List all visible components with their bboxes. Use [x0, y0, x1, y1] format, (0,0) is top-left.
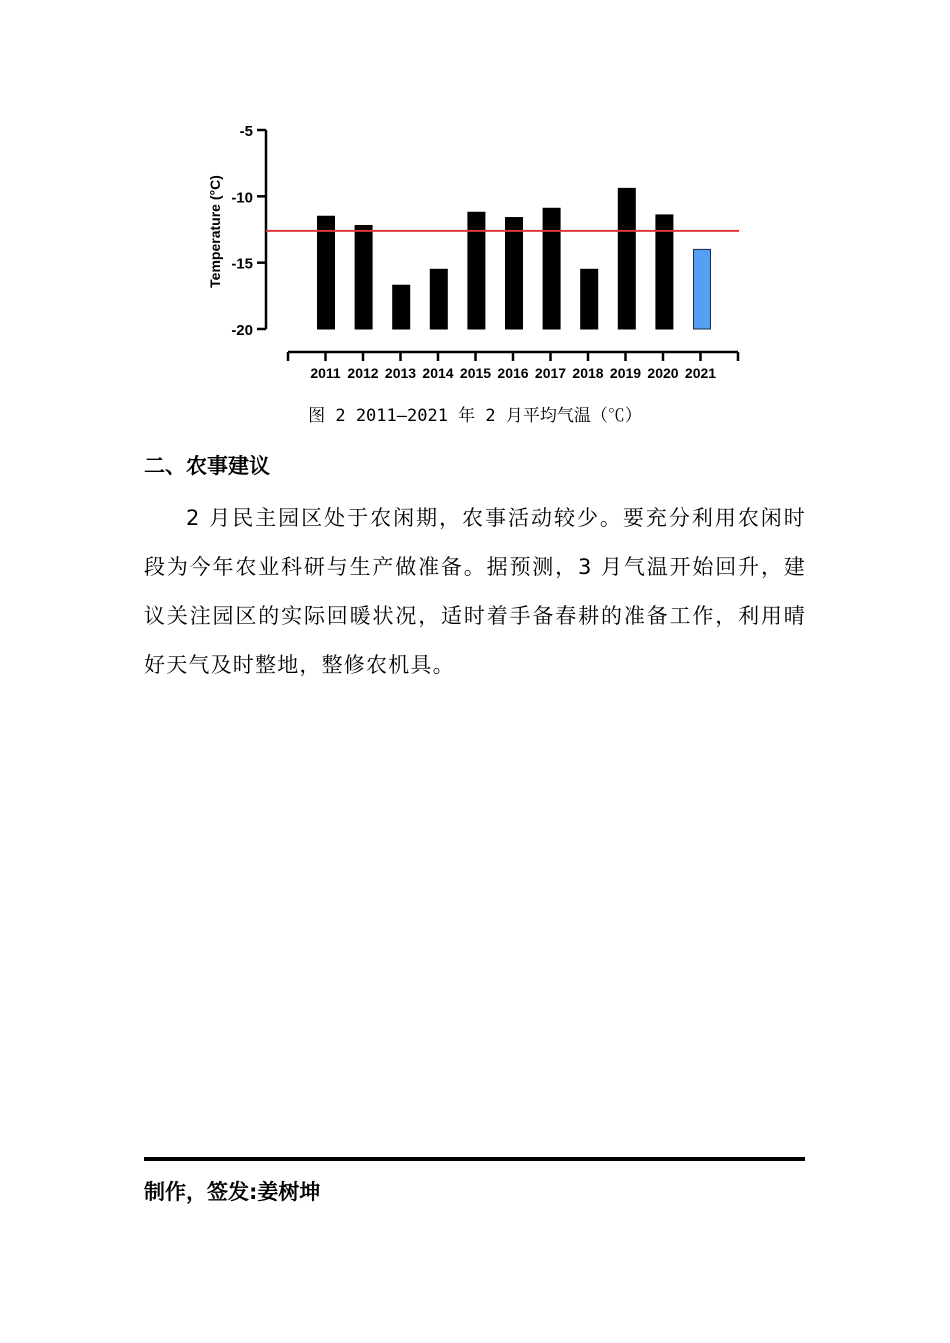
svg-text:2019: 2019 — [609, 365, 642, 381]
bar-2021 — [694, 249, 711, 329]
section-heading: 二、农事建议 — [144, 454, 270, 478]
svg-text:2013: 2013 — [384, 365, 417, 381]
bar-2020 — [656, 215, 673, 329]
svg-text:2015: 2015 — [459, 365, 492, 381]
svg-text:2016: 2016 — [497, 365, 529, 381]
chart-canvas — [190, 110, 760, 390]
body-paragraph: 2 月民主园区处于农闲期，农事活动较少。要充分利用农闲时段为今年农业科研与生产做准备。据预测，3 月气温开始回升，建议关注园区的实际回暖状况，适时着手备春耕的准备工作，利用晴好天气及时整地，整修农机具。 — [144, 506, 806, 677]
bar-2012 — [355, 226, 372, 329]
svg-text:-20: -20 — [231, 322, 253, 339]
svg-text:2014: 2014 — [422, 365, 454, 381]
temperature-bar-chart — [190, 110, 760, 390]
bar-2018 — [581, 269, 598, 329]
svg-text:-10: -10 — [231, 189, 253, 207]
footer-divider — [144, 1157, 805, 1161]
svg-text:2018: 2018 — [572, 365, 604, 381]
svg-text:2017: 2017 — [534, 365, 567, 381]
svg-text:Temperature (°C): Temperature (°C) — [207, 175, 223, 288]
svg-text:2011: 2011 — [310, 365, 341, 381]
svg-text:2020: 2020 — [647, 365, 679, 381]
bar-2011 — [318, 216, 335, 329]
svg-text:2021: 2021 — [684, 365, 717, 381]
bar-2013 — [393, 285, 410, 329]
svg-text:2012: 2012 — [347, 365, 379, 381]
bar-2017 — [543, 208, 560, 329]
bar-2014 — [430, 269, 447, 329]
svg-text:-5: -5 — [239, 123, 253, 140]
bar-2016 — [506, 218, 523, 329]
svg-text:-15: -15 — [231, 255, 253, 273]
bar-2015 — [468, 212, 485, 329]
figure-caption: 图 2 2011—2021 年 2 月平均气温（℃） — [308, 406, 642, 426]
bar-2019 — [618, 188, 635, 329]
footer-credit: 制作，签发:姜树坤 — [144, 1180, 321, 1204]
